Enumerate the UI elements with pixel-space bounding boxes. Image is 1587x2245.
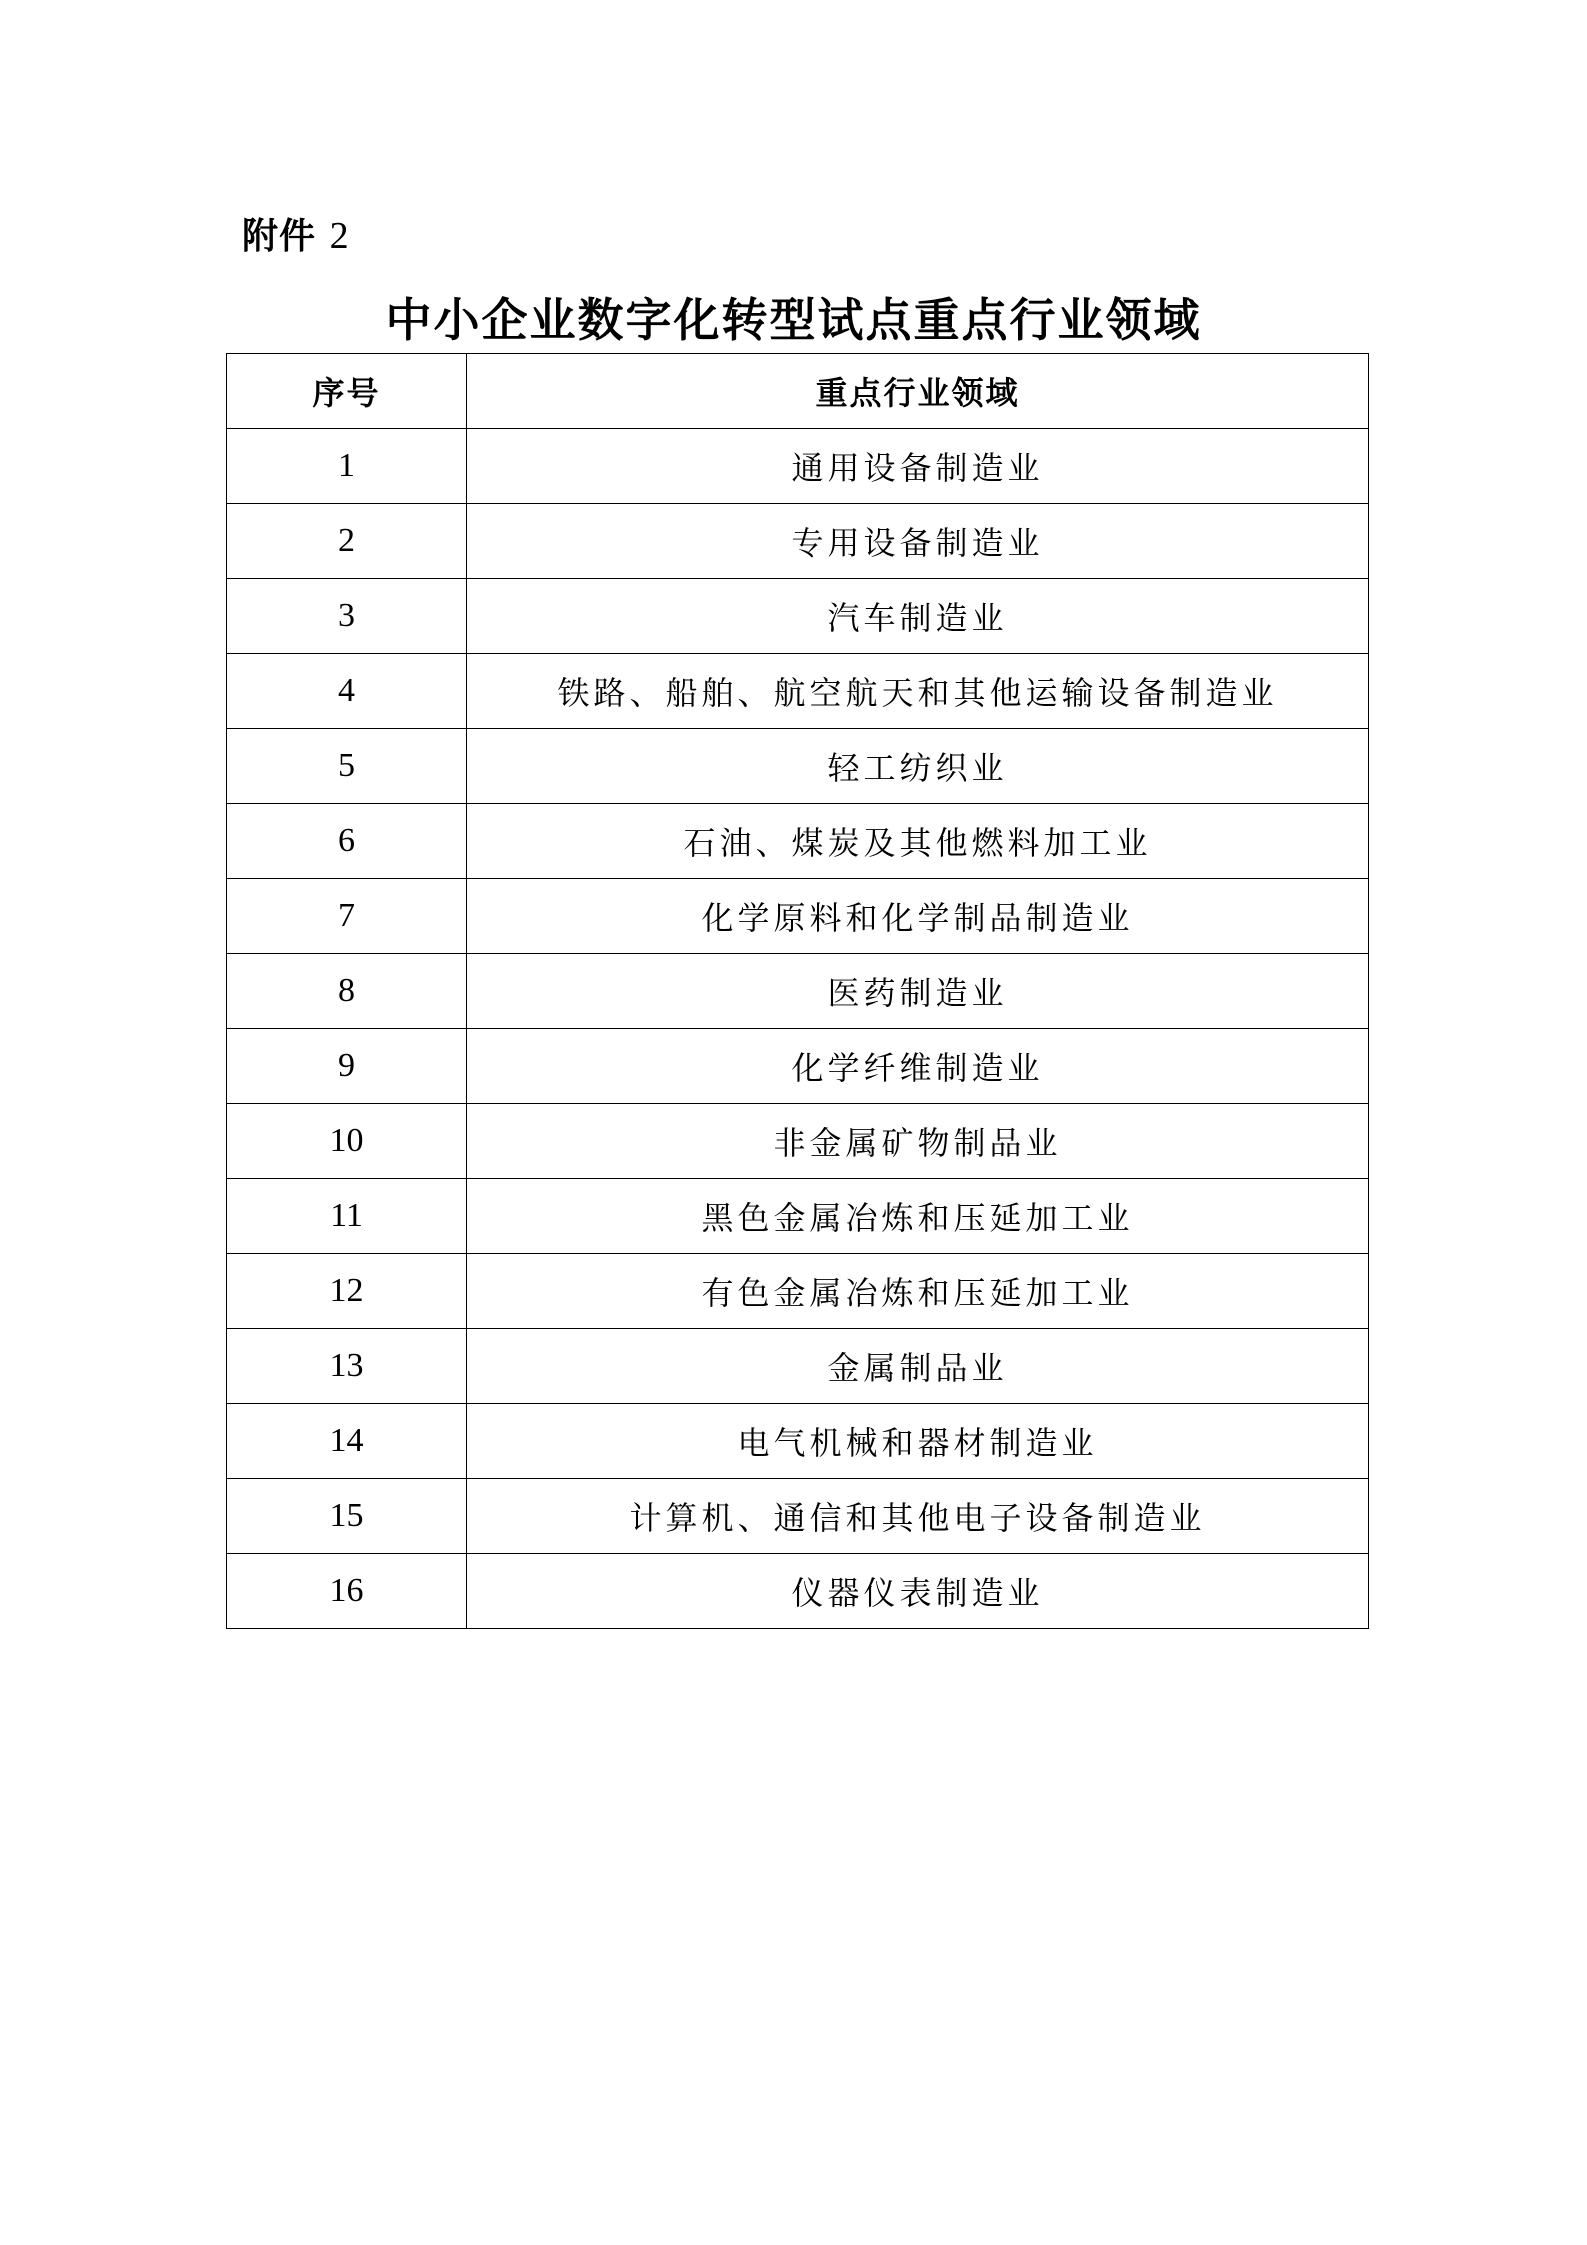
row-field: 铁路、船舶、航空航天和其他运输设备制造业: [467, 654, 1369, 729]
row-seq: 13: [227, 1329, 467, 1404]
attachment-number: 2: [329, 215, 350, 257]
row-field: 非金属矿物制品业: [467, 1104, 1369, 1179]
row-seq: 5: [227, 729, 467, 804]
table-row: [227, 729, 1369, 804]
row-seq: 6: [227, 804, 467, 879]
table-row: [227, 579, 1369, 654]
row-seq: 16: [227, 1554, 467, 1629]
table-row: [227, 1404, 1369, 1479]
row-field: 黑色金属冶炼和压延加工业: [467, 1179, 1369, 1254]
row-seq: 4: [227, 654, 467, 729]
header-field: 重点行业领域: [467, 354, 1369, 429]
row-field: 汽车制造业: [467, 579, 1369, 654]
row-seq: 9: [227, 1029, 467, 1104]
attachment-label-text: 附件: [242, 216, 317, 257]
row-field: 仪器仪表制造业: [467, 1554, 1369, 1629]
table-row: [227, 1329, 1369, 1404]
table-row: [227, 429, 1369, 504]
table-row: [227, 1554, 1369, 1629]
table-row: [227, 879, 1369, 954]
row-field: 化学原料和化学制品制造业: [467, 879, 1369, 954]
document-title: 中小企业数字化转型试点重点行业领域: [385, 293, 1202, 347]
row-seq: 8: [227, 954, 467, 1029]
row-seq: 14: [227, 1404, 467, 1479]
row-field: 通用设备制造业: [467, 429, 1369, 504]
header-seq: 序号: [227, 354, 467, 429]
row-field: 金属制品业: [467, 1329, 1369, 1404]
row-seq: 1: [227, 429, 467, 504]
table-row: [227, 954, 1369, 1029]
row-seq: 2: [227, 504, 467, 579]
row-seq: 11: [227, 1179, 467, 1254]
row-field: 化学纤维制造业: [467, 1029, 1369, 1104]
row-field: 石油、煤炭及其他燃料加工业: [467, 804, 1369, 879]
table-row: [227, 654, 1369, 729]
row-seq: 15: [227, 1479, 467, 1554]
row-field: 轻工纺织业: [467, 729, 1369, 804]
row-field: 有色金属冶炼和压延加工业: [467, 1254, 1369, 1329]
table-header-row: [227, 354, 1369, 429]
table-row: [227, 504, 1369, 579]
table-row: [227, 1179, 1369, 1254]
row-field: 专用设备制造业: [467, 504, 1369, 579]
table-row: [227, 1029, 1369, 1104]
table-row: [227, 804, 1369, 879]
row-seq: 12: [227, 1254, 467, 1329]
row-seq: 3: [227, 579, 467, 654]
industry-table: [226, 353, 1369, 1629]
row-field: 医药制造业: [467, 954, 1369, 1029]
table-row: [227, 1104, 1369, 1179]
row-field: 电气机械和器材制造业: [467, 1404, 1369, 1479]
attachment-label: [242, 212, 350, 261]
table-row: [227, 1254, 1369, 1329]
table-row: [227, 1479, 1369, 1554]
row-seq: 10: [227, 1104, 467, 1179]
row-seq: 7: [227, 879, 467, 954]
row-field: 计算机、通信和其他电子设备制造业: [467, 1479, 1369, 1554]
